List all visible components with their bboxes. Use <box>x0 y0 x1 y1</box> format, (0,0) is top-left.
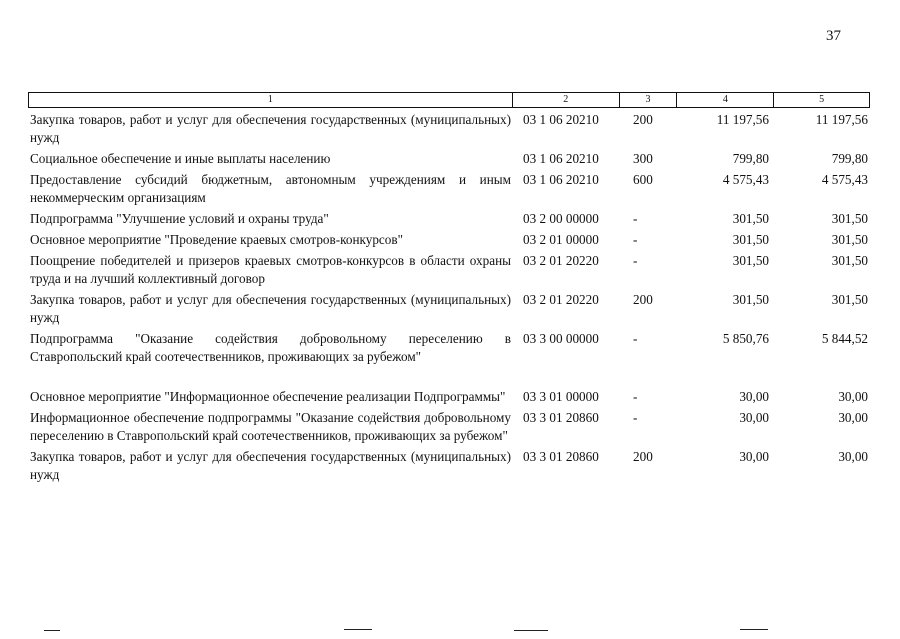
header-col-5: 5 <box>819 94 825 105</box>
row-value-4: 301,50 <box>732 211 769 226</box>
table-row <box>30 208 870 228</box>
row-value-5: 11 197,56 <box>815 112 868 127</box>
table-row <box>30 169 870 207</box>
row-name: Подпрограмма "Улучшение условий и охраны труда" <box>30 211 329 226</box>
row-type: - <box>633 232 638 247</box>
header-col-1: 1 <box>29 93 513 107</box>
table-row <box>30 386 870 406</box>
row-name: Основное мероприятие "Информационное обеспечение реализации Подпрограммы" <box>30 389 506 404</box>
table-row <box>30 250 870 288</box>
row-value-4: 30,00 <box>739 410 769 425</box>
table-row <box>30 148 870 168</box>
row-value-4: 30,00 <box>739 449 769 464</box>
table-header <box>28 92 870 108</box>
row-type: 200 <box>633 449 653 464</box>
row-name: Закупка товаров, работ и услуг для обеспечения государственных (муниципальных) нужд <box>30 449 511 482</box>
row-name: Социальное обеспечение и иные выплаты населению <box>30 151 331 166</box>
row-code: 03 1 06 20210 <box>523 151 599 166</box>
table-row <box>30 407 870 445</box>
row-type: 200 <box>633 112 653 127</box>
row-code: 03 1 06 20210 <box>523 112 599 127</box>
row-value-5: 4 575,43 <box>821 172 868 187</box>
row-value-4: 301,50 <box>732 253 769 268</box>
row-code: 03 3 00 00000 <box>523 331 599 346</box>
row-code: 03 3 01 20860 <box>523 410 599 425</box>
table-row <box>30 289 870 327</box>
row-value-4: 5 850,76 <box>722 331 769 346</box>
table-row <box>30 109 870 147</box>
row-value-4: 301,50 <box>732 232 769 247</box>
row-name: Закупка товаров, работ и услуг для обеспечения государственных (муниципальных) нужд <box>30 292 511 325</box>
header-col-2: 2 <box>513 93 620 107</box>
row-value-5: 301,50 <box>831 253 868 268</box>
row-value-5: 301,50 <box>831 292 868 307</box>
row-value-5: 30,00 <box>838 449 868 464</box>
row-name: Основное мероприятие "Проведение краевых смотров-конкурсов" <box>30 232 403 247</box>
row-name: Предоставление субсидий бюджетным, автономным учреждениям и иным некоммерческим организациям <box>30 172 511 205</box>
row-name: Подпрограмма "Оказание содействия добровольному переселению в Ставропольский край соотечественников, проживающих за рубежом" <box>30 331 511 364</box>
row-code: 03 3 01 20860 <box>523 449 599 464</box>
row-type: - <box>633 253 638 268</box>
row-code: 03 2 01 00000 <box>523 232 599 247</box>
scan-mark <box>344 629 372 630</box>
row-name: Закупка товаров, работ и услуг для обеспечения государственных (муниципальных) нужд <box>30 112 511 145</box>
row-value-4: 30,00 <box>739 389 769 404</box>
row-code: 03 2 01 20220 <box>523 292 599 307</box>
table-row <box>30 446 870 484</box>
row-code: 03 1 06 20210 <box>523 172 599 187</box>
row-type: - <box>633 331 638 346</box>
header-col-4: 4 <box>677 93 774 107</box>
row-name: Информационное обеспечение подпрограммы "Оказание содействия добровольному переселению в Ставропольский край соотечественников, проживающих за рубежом" <box>30 410 511 443</box>
table-row <box>30 229 870 249</box>
page-number: 37 <box>826 28 841 44</box>
row-value-5: 30,00 <box>838 410 868 425</box>
row-code: 03 2 01 20220 <box>523 253 599 268</box>
row-type: - <box>633 211 638 226</box>
table-row <box>30 328 870 366</box>
row-value-5: 301,50 <box>831 211 868 226</box>
table-body <box>30 109 870 485</box>
row-type: 600 <box>633 172 653 187</box>
row-value-4: 4 575,43 <box>722 172 769 187</box>
row-value-5: 5 844,52 <box>821 331 868 346</box>
row-type: 300 <box>633 151 653 166</box>
header-col-3: 3 <box>620 93 678 107</box>
row-type: - <box>633 389 638 404</box>
row-name: Поощрение победителей и призеров краевых смотров-конкурсов в области охраны труда и на лучший коллективный договор <box>30 253 511 286</box>
row-type: - <box>633 410 638 425</box>
row-value-5: 30,00 <box>838 389 868 404</box>
row-type: 200 <box>633 292 653 307</box>
row-code: 03 2 00 00000 <box>523 211 599 226</box>
scan-mark <box>514 630 548 631</box>
row-value-5: 799,80 <box>831 151 868 166</box>
row-value-4: 799,80 <box>732 151 769 166</box>
scan-mark <box>740 629 768 630</box>
row-value-5: 301,50 <box>831 232 868 247</box>
scan-mark <box>44 630 60 631</box>
row-code: 03 3 01 00000 <box>523 389 599 404</box>
row-value-4: 11 197,56 <box>716 112 769 127</box>
scan-artifact-marks <box>0 622 900 639</box>
row-value-4: 301,50 <box>732 292 769 307</box>
